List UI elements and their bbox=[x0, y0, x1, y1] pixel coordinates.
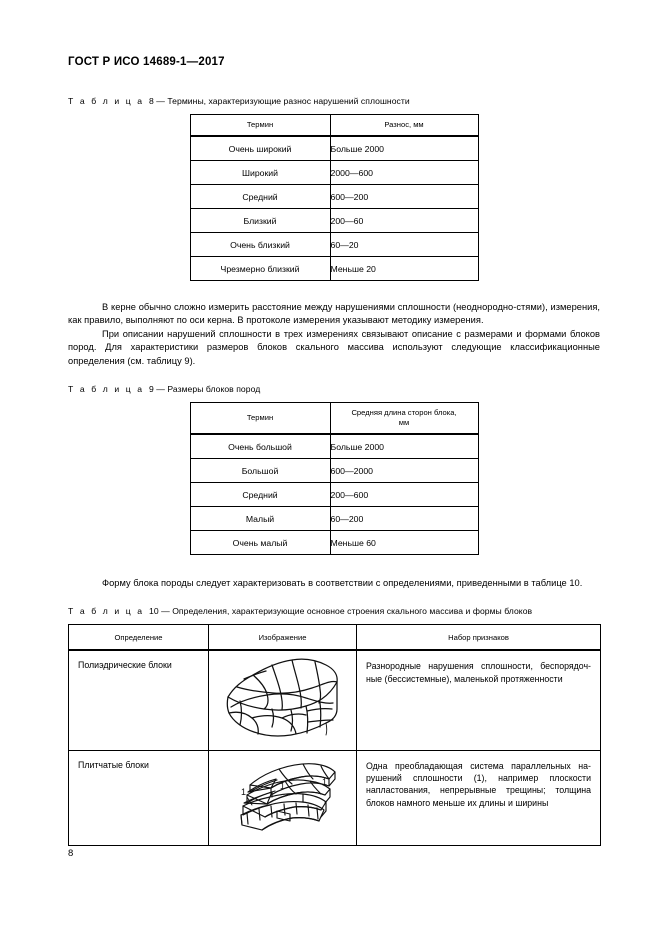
table8-cell-term: Чрезмерно близкий bbox=[190, 257, 330, 281]
table9-caption-word: Т а б л и ц а bbox=[68, 384, 145, 395]
table10-header-row bbox=[69, 625, 601, 651]
table-row bbox=[190, 531, 478, 555]
table9-caption-number: 9 bbox=[148, 384, 154, 395]
table10-cell-features: Одна преобладающая система параллельных на-рушений сплошности (1), например плоскости напластования, непрерывные трещины; толщина блоков намного меньше их длины и ширины bbox=[357, 750, 601, 845]
table8-caption-word: Т а б л и ц а bbox=[68, 96, 145, 106]
table-row bbox=[190, 459, 478, 483]
table8-cell-term: Средний bbox=[190, 185, 330, 209]
table9-cell-value: Больше 2000 bbox=[330, 434, 478, 459]
table9-cell-term: Средний bbox=[190, 483, 330, 507]
table9-cell-term: Очень малый bbox=[190, 531, 330, 555]
table10-caption bbox=[68, 606, 600, 616]
table10-header-image: Изображение bbox=[209, 625, 357, 651]
table10-cell-features: Разнородные нарушения сплошности, беспорядоч-ные (бессистемные), маленькой протяженности bbox=[357, 650, 601, 750]
table-row bbox=[69, 650, 601, 750]
table8-cell-value: 60—20 bbox=[330, 233, 478, 257]
polyhedral-blocks-figure bbox=[220, 651, 346, 743]
table8-caption-text: — Термины, характеризующие разнос нарушений сплошности bbox=[156, 96, 410, 106]
table-row bbox=[190, 257, 478, 281]
table-row bbox=[190, 185, 478, 209]
callout-1-middle: 1 bbox=[279, 780, 285, 791]
page-content bbox=[68, 56, 600, 846]
table8-caption-number: 8 bbox=[148, 96, 154, 106]
table9-caption bbox=[68, 384, 600, 394]
table8-cell-value: 200—60 bbox=[330, 209, 478, 233]
page-number: 8 bbox=[68, 848, 74, 859]
callout-1-right: 1 bbox=[321, 776, 327, 787]
table9-cell-term: Очень большой bbox=[190, 434, 330, 459]
tabular-blocks-figure bbox=[217, 751, 349, 837]
table10 bbox=[68, 624, 601, 846]
table-row bbox=[69, 750, 601, 845]
table8-header-term: Термин bbox=[190, 115, 330, 137]
table9-header-length-line2: мм bbox=[398, 418, 410, 428]
table9-cell-term: Большой bbox=[190, 459, 330, 483]
table8-cell-term: Очень близкий bbox=[190, 233, 330, 257]
table9-wrapper bbox=[68, 402, 600, 555]
paragraph-core-measurement: В керне обычно сложно измерить расстояние между нарушениями сплошности (неоднородно-стями), измерения, как правило, выполняют по оси керна. В протоколе измерения указывают методику измерения. bbox=[68, 302, 600, 326]
callout-1-left: 1 bbox=[240, 786, 246, 797]
table10-header-definition: Определение bbox=[69, 625, 209, 651]
table9-header-length bbox=[330, 403, 478, 435]
standard-header: ГОСТ Р ИСО 14689-1—2017 bbox=[68, 56, 225, 68]
table-row bbox=[190, 161, 478, 185]
table9-cell-value: 200—600 bbox=[330, 483, 478, 507]
table10-header-features: Набор признаков bbox=[357, 625, 601, 651]
table8-cell-term: Близкий bbox=[190, 209, 330, 233]
table9-cell-value: 600—2000 bbox=[330, 459, 478, 483]
table8-cell-value: 2000—600 bbox=[330, 161, 478, 185]
paragraph-block-shape: Форму блока породы следует характеризовать в соответствии с определениями, приведенными в таблице 10. bbox=[102, 578, 583, 589]
table9-header-row bbox=[190, 403, 478, 435]
table8-cell-term: Очень широкий bbox=[190, 136, 330, 161]
table9-caption-text: — Размеры блоков пород bbox=[156, 384, 261, 395]
table-row bbox=[190, 507, 478, 531]
table10-caption-text: — Определения, характеризующие основное строения скального массива и формы блоков bbox=[161, 606, 533, 617]
table9-cell-value: 60—200 bbox=[330, 507, 478, 531]
table10-cell-image bbox=[209, 750, 357, 845]
table8-caption bbox=[68, 96, 600, 106]
paragraph-block-sizes: При описании нарушений сплошности в трех измерениях связывают описание с размерами и формами блоков пород. Для характеристики размеров блоков скального массива используют следующие классификационные определения (см. таблицу 9). bbox=[68, 328, 600, 366]
table-row bbox=[190, 209, 478, 233]
table-row bbox=[190, 136, 478, 161]
table10-caption-number: 10 bbox=[148, 606, 159, 617]
table8-header-row bbox=[190, 115, 478, 137]
table-row bbox=[190, 233, 478, 257]
table10-cell-image bbox=[209, 650, 357, 750]
table8-wrapper bbox=[68, 114, 600, 281]
table8-cell-value: Больше 2000 bbox=[330, 136, 478, 161]
table9-header-length-line1: Средняя длина сторон блока, bbox=[351, 408, 457, 418]
table-row bbox=[190, 434, 478, 459]
table9-header-term: Термин bbox=[190, 403, 330, 435]
table9 bbox=[190, 402, 479, 555]
table8-cell-value: Меньше 20 bbox=[330, 257, 478, 281]
table9-cell-term: Малый bbox=[190, 507, 330, 531]
table10-cell-definition: Плитчатые блоки bbox=[69, 750, 209, 845]
table9-cell-value: Меньше 60 bbox=[330, 531, 478, 555]
table10-caption-word: Т а б л и ц а bbox=[68, 606, 145, 617]
table10-cell-definition: Полиэдрические блоки bbox=[69, 650, 209, 750]
table8-header-spacing: Разнос, мм bbox=[330, 115, 478, 137]
table8-cell-term: Широкий bbox=[190, 161, 330, 185]
table8-cell-value: 600—200 bbox=[330, 185, 478, 209]
table-row bbox=[190, 483, 478, 507]
table8 bbox=[190, 114, 479, 281]
